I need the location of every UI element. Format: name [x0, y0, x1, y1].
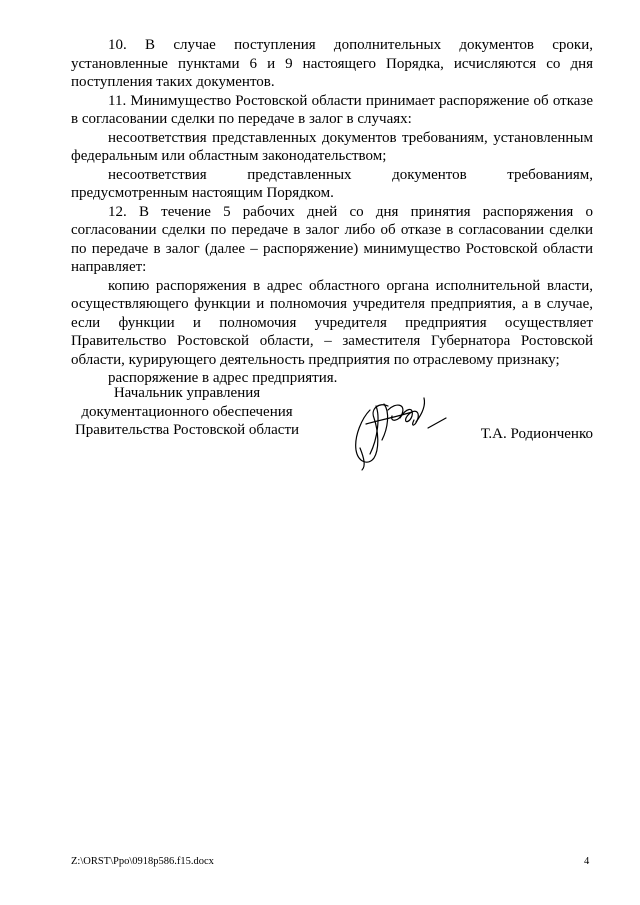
document-body — [71, 36, 593, 388]
paragraph-11-item-1: несоответствия представленных документов требованиям, установленным федеральным или областным законодательством; — [71, 129, 593, 164]
paragraph-12: 12. В течение 5 рабочих дней со дня принятия распоряжения о согласовании сделки по передаче в залог либо об отказе в согласовании сделки по передаче в залог (далее – распоряжение) минимущество Ростовской области направляет: — [71, 203, 593, 275]
signatory-title — [71, 384, 303, 440]
paragraph-10: 10. В случае поступления дополнительных документов сроки, установленные пунктами 6 и 9 настоящего Порядка, исчисляются со дня поступления таких документов. — [71, 37, 593, 90]
signatory-title-line-1: Начальник управления — [113, 385, 261, 401]
signatory-name: Т.А. Родионченко — [480, 426, 593, 442]
paragraph-12-item-2: распоряжение в адрес предприятия. — [108, 370, 338, 386]
page-number: 4 — [584, 856, 590, 867]
signatory-title-line-3: Правительства Ростовской области — [74, 422, 300, 438]
paragraph-12-item-1: копию распоряжения в адрес областного органа исполнительной власти, осуществляющего функции и полномочия учредителя предприятия, а в случае, если функции и полномочия учредителя предприятия осуществляет Правительство Ростовской области, – заместителя Губернатора Ростовской области, курирующего деятельность предприятия по отраслевому признаку; — [71, 277, 593, 368]
paragraph-11-item-2: несоответствия представленных документов требованиям, предусмотренным настоящим Порядком. — [71, 166, 593, 201]
footer-file-path: Z:\ORST\Ppo\0918p586.f15.docx — [71, 856, 214, 867]
signature-block — [71, 384, 593, 474]
paragraph-11: 11. Минимущество Ростовской области принимает распоряжение об отказе в согласовании сделки по передаче в залог в случаях: — [71, 92, 593, 127]
signatory-title-line-2: документационного обеспечения — [81, 403, 293, 420]
handwritten-signature — [340, 388, 450, 473]
